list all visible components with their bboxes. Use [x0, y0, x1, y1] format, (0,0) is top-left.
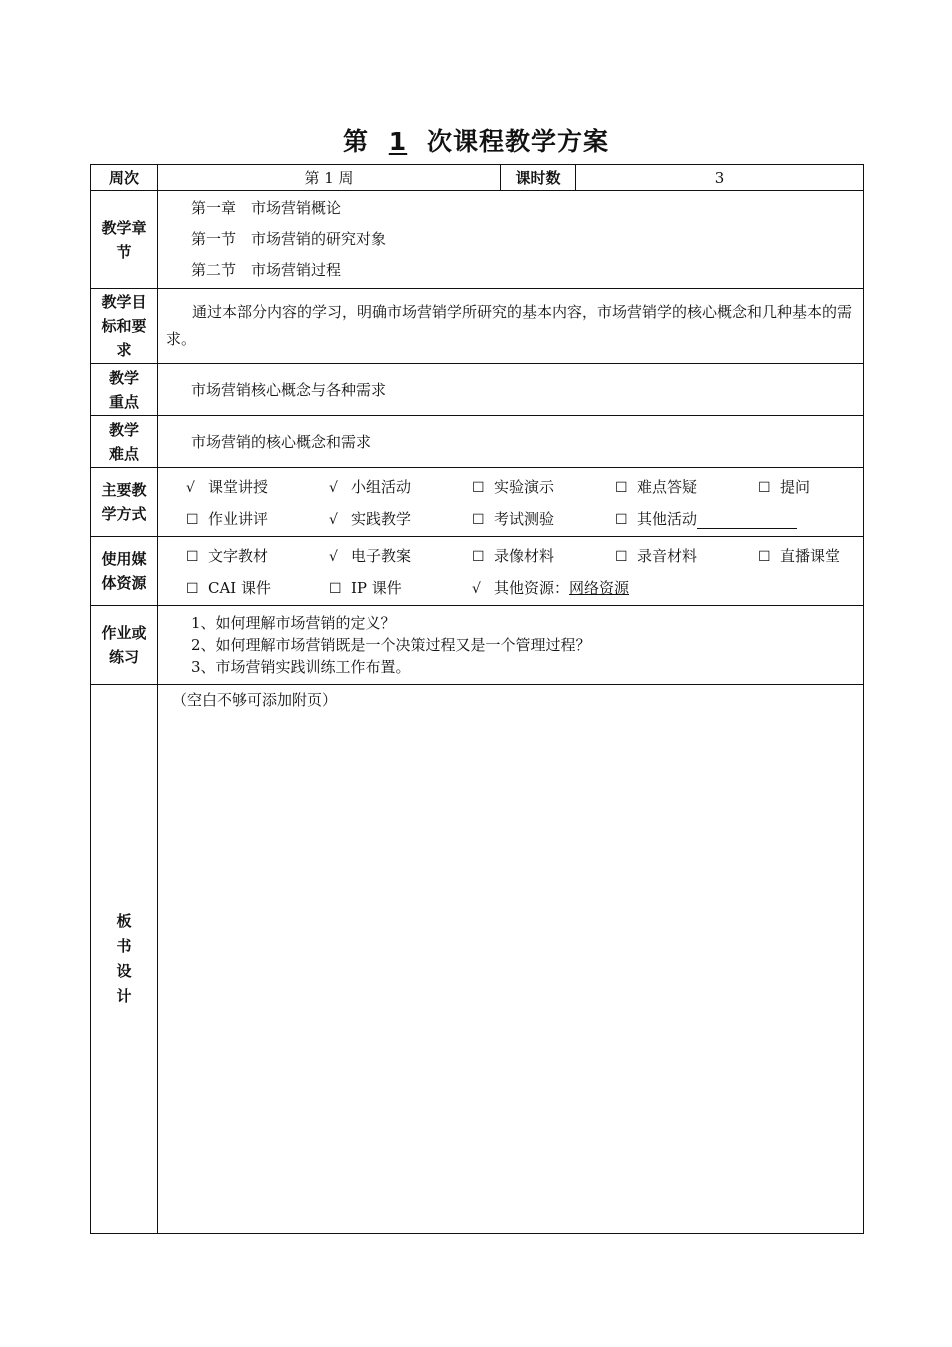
- checkbox-icon: ☐: [186, 548, 199, 565]
- chapter-list: [158, 191, 864, 289]
- option-item: ☐ 录像材料: [472, 546, 555, 565]
- option-item: ☐ 录音材料: [615, 546, 698, 565]
- homework-item: 2、如何理解市场营销既是一个决策过程又是一个管理过程？: [191, 636, 591, 654]
- checkbox-icon: ☐: [615, 511, 628, 528]
- option-item: ☐ 其他活动: [615, 508, 845, 529]
- week-value: 第 1 周: [158, 165, 501, 191]
- page-title: [0, 122, 952, 158]
- checkbox-icon: ☐: [472, 511, 485, 528]
- homework-row: [91, 606, 864, 685]
- homework-label: 作业或练习: [101, 624, 147, 666]
- option-item: ☐ 直播课堂: [758, 546, 841, 565]
- difficulties-label: 教学难点: [108, 420, 139, 463]
- board-note: （空白不够可添加附页）: [158, 685, 864, 1234]
- option-item: √ 实践教学: [329, 509, 412, 528]
- checkmark-icon: √: [329, 479, 338, 496]
- option-item: √ 电子教案: [329, 546, 412, 565]
- methods-row: [91, 468, 864, 537]
- homework-item: 3、市场营销实践训练工作布置。: [191, 658, 411, 676]
- checkmark-icon: √: [186, 479, 195, 496]
- chapter-line: 第一节 市场营销的研究对象: [191, 230, 387, 248]
- web-resources-link[interactable]: 网络资源: [569, 578, 630, 597]
- hours-value: 3: [576, 165, 864, 191]
- option-item: ☐ 考试测验: [472, 509, 555, 528]
- checkbox-icon: ☐: [186, 511, 199, 528]
- objectives-row: [91, 289, 864, 364]
- key-points-row: [91, 364, 864, 416]
- checkbox-icon: ☐: [615, 479, 628, 496]
- week-row: [91, 165, 864, 191]
- media-options: [158, 537, 864, 606]
- lesson-plan-table: [90, 164, 864, 1234]
- option-item: √ 课堂讲授: [186, 477, 269, 496]
- option-item: ☐ 作业讲评: [186, 509, 269, 528]
- checkbox-icon: ☐: [186, 580, 199, 597]
- option-item: ☐ CAI 课件: [186, 578, 272, 597]
- title-prefix: 第: [342, 127, 369, 156]
- week-label: 周次: [91, 165, 158, 191]
- board-label: 板书设计: [116, 912, 132, 1005]
- key-points-label: 教学重点: [108, 368, 139, 411]
- checkmark-icon: √: [329, 511, 338, 528]
- checkmark-icon: √: [329, 548, 338, 565]
- checkbox-icon: ☐: [472, 548, 485, 565]
- option-item: √ 小组活动: [329, 477, 412, 496]
- hours-label: 课时数: [501, 165, 576, 191]
- lesson-number: 1: [388, 127, 408, 156]
- option-item: ☐ 提问: [758, 477, 811, 496]
- objectives-text: 通过本部分内容的学习，明确市场营销学所研究的基本内容，市场营销学的核心概念和几种基本的需求。: [158, 289, 864, 364]
- checkbox-icon: ☐: [472, 479, 485, 496]
- key-points-text: 市场营销核心概念与各种需求: [158, 364, 864, 416]
- difficulties-row: [91, 416, 864, 468]
- checkmark-icon: √: [472, 580, 481, 597]
- option-item: ☐ IP 课件: [329, 578, 402, 597]
- option-item: ☐ 难点答疑: [615, 477, 698, 496]
- checkbox-icon: ☐: [758, 479, 771, 496]
- chapter-label: 教学章节: [101, 218, 147, 261]
- chapter-row: [91, 191, 864, 289]
- checkbox-icon: ☐: [329, 580, 342, 597]
- homework-list: [158, 606, 864, 685]
- option-item: ☐ 实验演示: [472, 477, 555, 496]
- chapter-line: 第一章 市场营销概论: [191, 199, 342, 217]
- board-row: [91, 685, 864, 1234]
- media-label: 使用媒体资源: [101, 550, 147, 592]
- difficulties-text: 市场营销的核心概念和需求: [158, 416, 864, 468]
- checkbox-icon: ☐: [758, 548, 771, 565]
- media-row: [91, 537, 864, 606]
- chapter-line: 第二节 市场营销过程: [191, 261, 342, 279]
- methods-label: 主要教学方式: [101, 481, 147, 523]
- objectives-label: 教学目标和要求: [101, 293, 147, 359]
- title-suffix: 次课程教学方案: [427, 127, 610, 156]
- option-item: √ 其他资源：网络资源: [472, 578, 630, 597]
- checkbox-icon: ☐: [615, 548, 628, 565]
- blank-underline: [697, 510, 797, 529]
- option-item: ☐ 文字教材: [186, 546, 269, 565]
- methods-options: [158, 468, 864, 537]
- homework-item: 1、如何理解市场营销的定义？: [191, 614, 396, 632]
